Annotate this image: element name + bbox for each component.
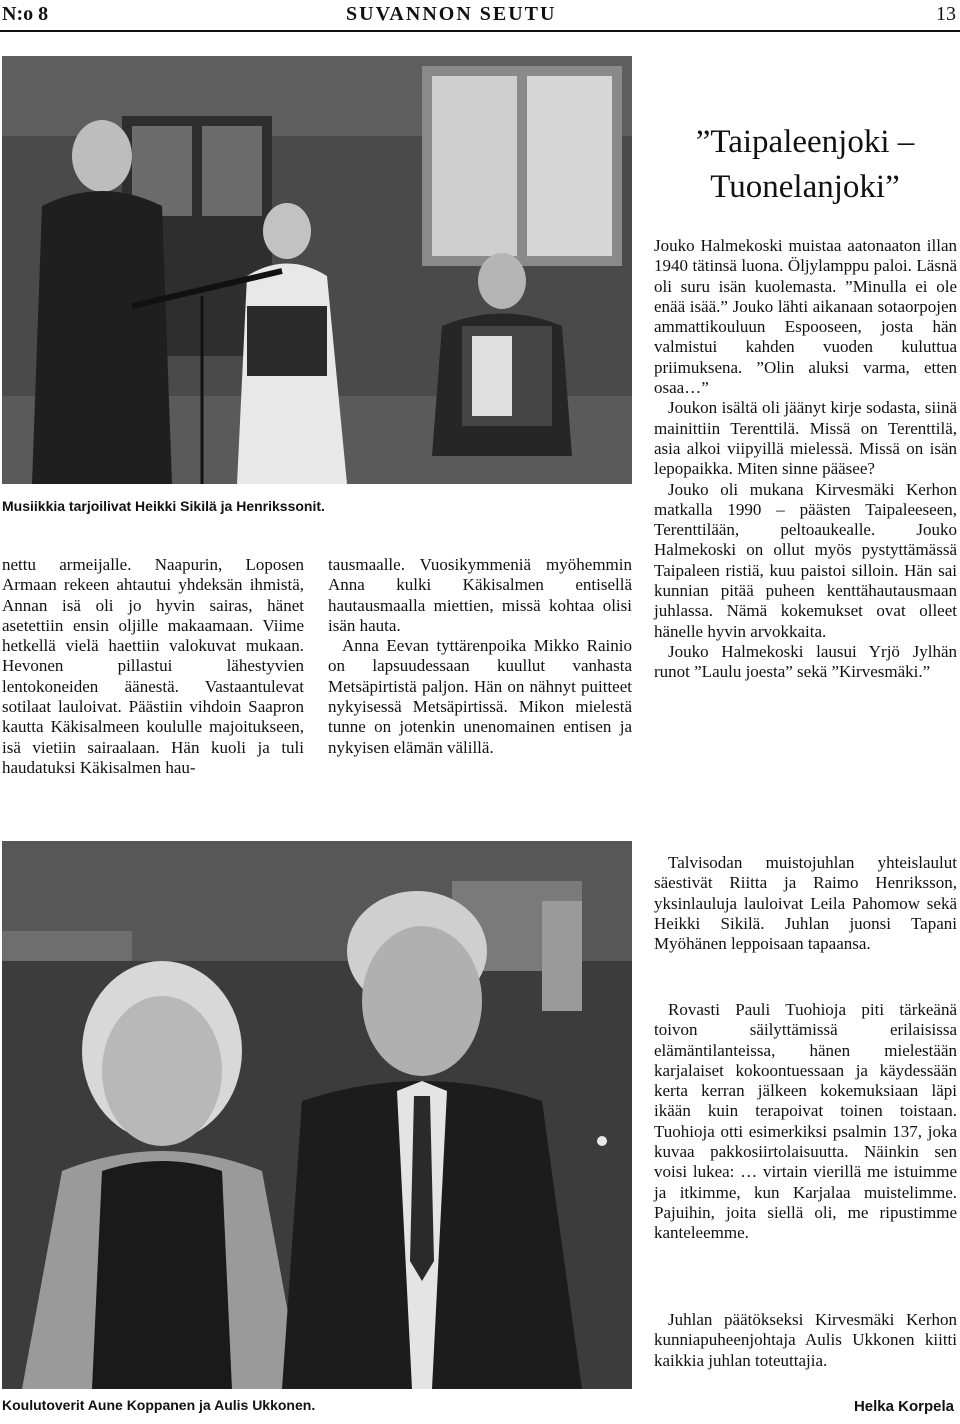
article-right-column-end — [654, 1310, 957, 1371]
article-paragraph: Rovasti Pauli Tuohioja piti tärkeänä toivon säilyttämissä erilaisissa elämäntilanteissa, hänen mielestään karjalaiset kokoontuessaan ja käydessään kerta kerran jälkeen kokemuksiaan läpi ikään kuin terapoivat toinen toistaan. Tuohioja otti esimerkiksi psalmin 137, joka kuvaa pakkosiirtolaisuutta. Näinkin sen voisi lukea: … virtain vierillä me istuimme ja itkimme, kun Karjalaa muistelimme. Pajuihin, joita siellä oli, me ripustimme kanteleemme. — [654, 1000, 957, 1243]
article-title-line-1: ”Taipaleenjoki – — [695, 124, 915, 160]
article-title-line-2: Tuonelanjoki” — [710, 169, 900, 205]
article-title — [655, 120, 955, 210]
article-paragraph: Talvisodan muistojuhlan yhteislaulut säestivät Riitta ja Raimo Henriksson, yksinlauluja lauloivat Leila Pahomow sekä Heikki Sikilä. Juhlan juonsi Tapani Myöhänen leppoisaan tapaansa. — [654, 853, 957, 954]
bottom-photo-caption: Koulutoverit Aune Koppanen ja Aulis Ukkonen. — [2, 1397, 316, 1413]
article-right-column-top — [654, 236, 957, 683]
article-paragraph: Jouko Halmekoski muistaa aatonaaton illan 1940 tätinsä luona. Öljylamppu paloi. Läsnä oli suru isän kuolemasta. ”Minulla ei ole enää isää.” Jouko lähti aikanaan sotaorpojen ammattikouluun Espooseen, josta hän valmistui kahden vuoden kuluttua priimuksena. ”Olin aluksi varma, etten osaa…” — [654, 236, 957, 398]
article-paragraph: Juhlan päätökseksi Kirvesmäki Kerhon kunniapuheenjohtaja Aulis Ukkonen kiitti kaikkia juhlan toteuttajia. — [654, 1310, 957, 1370]
article-paragraph: tausmaalle. Vuosikymmeniä myöhemmin Anna kulki Käkisalmen entisellä hautausmaalla miettien, missä kohtaa olisi isän hauta. — [328, 555, 632, 635]
article-paragraph: nettu armeijalle. Naapurin, Loposen Armaan rekeen ahtautui yhdeksän ihmistä, Annan isä oli jo hyvin sairas, hänet asetettiin ensin oljille makaamaan. Viime hetkellä vielä haettiin valokuvat mukaan. Hevonen pillastui lähestyvien lentokoneiden äänestä. Vastaantulevat sotilaat lauloivat. Päästiin vihdoin Saapron kautta Käkisalmeen koululle majoitukseen, isä vietiin sairaalaan. Hän kuoli ja tuli haudatuksi Käkisalmen hau- — [2, 555, 304, 777]
article-right-column-lower — [654, 1000, 957, 1244]
article-paragraph: Anna Eevan tyttärenpoika Mikko Rainio on lapsuudessaan kuullut vanhasta Metsäpirtistä paljon. Hän on nähnyt puitteet nykyisessä Metsäpirtissä. Mikon mielestä tunne on jotenkin unenomainen entisen ja nykyisen elämän välillä. — [328, 636, 632, 757]
article-paragraph: Jouko Halmekoski lausui Yrjö Jylhän runot ”Laulu joesta” sekä ”Kirvesmäki.” — [654, 641, 957, 682]
article-paragraph: Joukon isältä oli jäänyt kirje sodasta, siinä mainittiin Terenttilä. Missä on Terenttilä, asia alkoi viipyillä mielessä. Missä on isän lepopaikka. Miten sinne pääsee? — [654, 398, 957, 479]
article-paragraph: Jouko oli mukana Kirvesmäki Kerhon matkalla 1990 – päästen Taipaleeseen, Terenttilään, peltoaukealle. Jouko Halmekoski on ollut myös pystyttämässä Taipaleen ristiä, kuu paistoi silloin. Hän sai kunnian pitää puheen kenttähautausmaan juhlassa. Nämä kokemukset ovat olleet hänelle hyvin arvokkaita. — [654, 479, 957, 641]
author-signature: Helka Korpela — [853, 1398, 954, 1415]
article-column-2 — [328, 555, 632, 758]
page-number: 13 — [936, 3, 956, 25]
article-column-1 — [2, 555, 304, 778]
classmates-photo — [2, 841, 632, 1389]
newspaper-name: SUVANNON SEUTU — [346, 3, 557, 25]
top-photo-caption: Musiikkia tarjoilivat Heikki Sikilä ja Henrikssonit. — [2, 498, 325, 514]
musicians-photo — [2, 56, 632, 484]
issue-number: N:o 8 — [2, 3, 49, 25]
header-rule — [0, 30, 960, 32]
article-right-column-mid — [654, 853, 957, 954]
